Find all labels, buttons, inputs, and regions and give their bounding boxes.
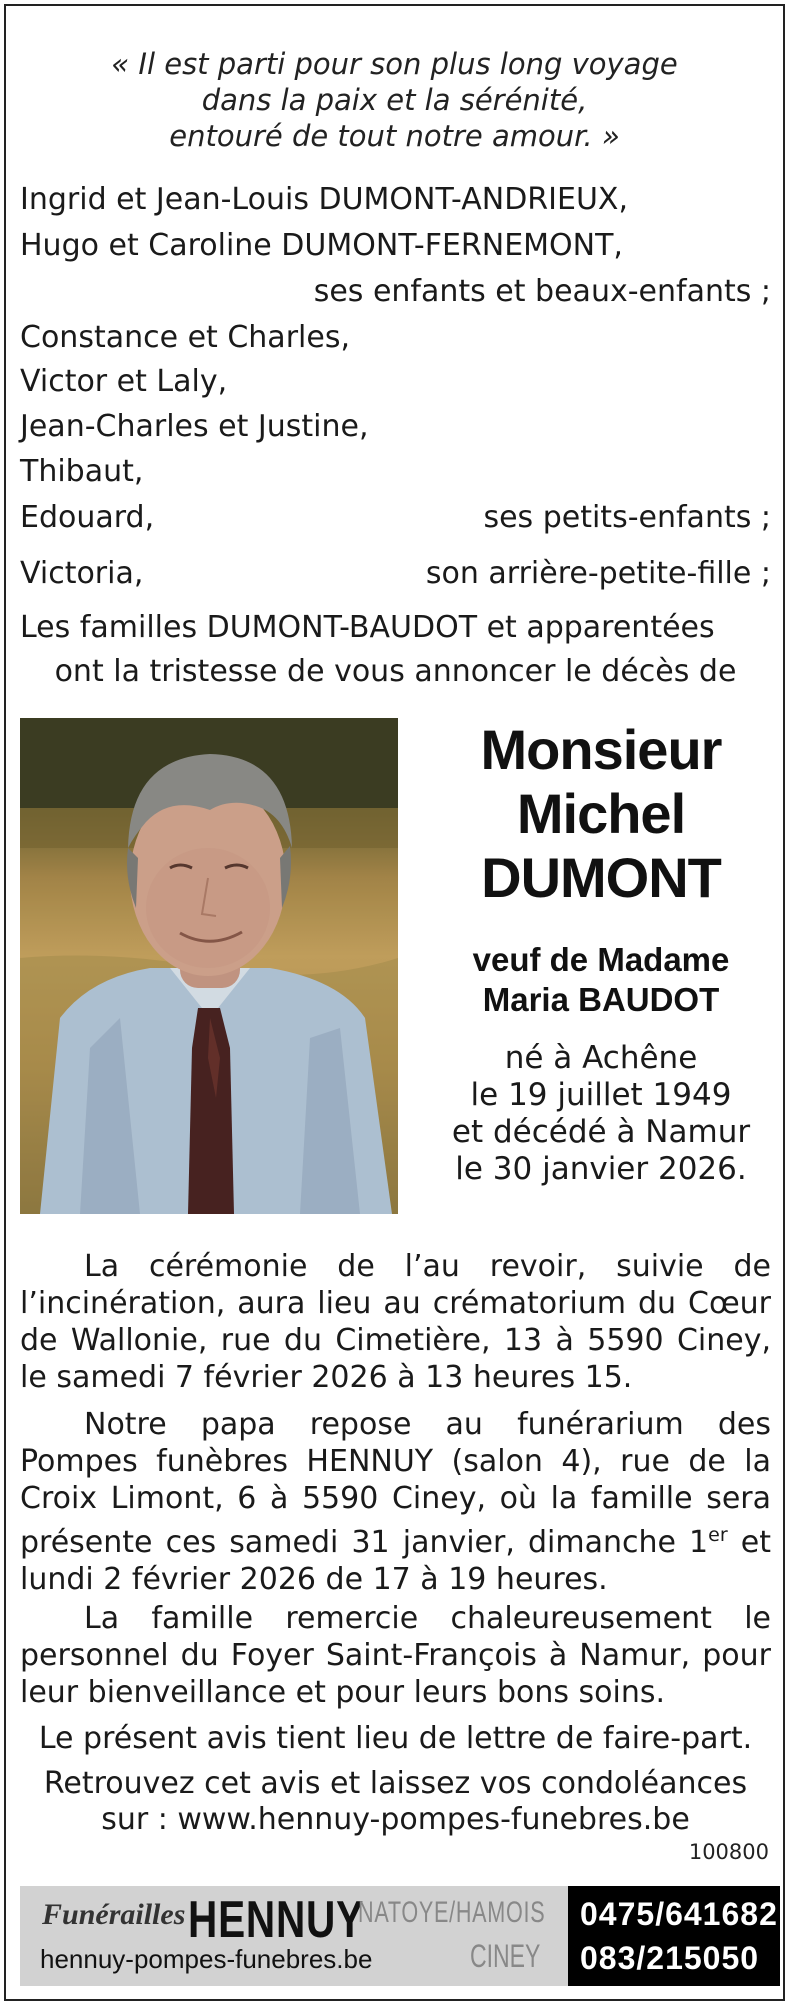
family-line bbox=[20, 500, 771, 535]
banner-location: CINEY bbox=[470, 1938, 541, 1974]
family-role: ses enfants et beaux-enfants ; bbox=[313, 274, 771, 309]
family-role: ses petits-enfants ; bbox=[483, 500, 771, 535]
birth-place: né à Achêne bbox=[504, 1040, 698, 1076]
widow-line: veuf de Madame bbox=[472, 941, 730, 978]
funeral-home-banner bbox=[20, 1886, 780, 1986]
birth-date: le 19 juillet 1949 bbox=[470, 1077, 732, 1113]
notice-line: Le présent avis tient lieu de lettre de faire-part. bbox=[38, 1721, 753, 1756]
deceased-title: Monsieur bbox=[480, 718, 722, 781]
visitation-text: Notre papa repose au funérarium des Pompes funèbres HENNUY (salon 4), rue de la Croix Limont, 6 à 5590 Ciney, où la famille sera présente ces samedi 31 janvier, dimanche 1 bbox=[20, 1407, 771, 1560]
banner-website: hennuy-pompes-funebres.be bbox=[40, 1944, 373, 1974]
thanks-text: La famille remercie chaleureusement le personnel du Foyer Saint-François à Namur, pour leur bienveillance et pour leurs bons soins. bbox=[20, 1601, 771, 1710]
deceased-name-block bbox=[416, 718, 786, 1188]
family-line: Hugo et Caroline DUMONT-FERNEMONT, bbox=[20, 228, 623, 263]
banner-brand-logo: HENNUY bbox=[188, 1891, 364, 1949]
opening-quote bbox=[6, 46, 783, 154]
family-name: Edouard, bbox=[20, 500, 155, 535]
family-line: Ingrid et Jean-Louis DUMONT-ANDRIEUX, bbox=[20, 182, 628, 217]
visitation-text-end: et lundi 2 février 2026 de 17 à 19 heures. bbox=[20, 1525, 771, 1597]
deceased-first-name: Michel bbox=[516, 782, 686, 845]
condolences-line: Retrouvez cet avis et laissez vos condoléances bbox=[43, 1766, 748, 1801]
phone-number: 083/215050 bbox=[580, 1940, 760, 1976]
family-line: Thibaut, bbox=[20, 454, 144, 489]
family-line: Les familles DUMONT-BAUDOT et apparentées bbox=[20, 610, 715, 645]
announcement-line: ont la tristesse de vous annoncer le décès de bbox=[54, 654, 737, 689]
reference-number: 100800 bbox=[688, 1840, 769, 1864]
ceremony-text: La cérémonie de l’au revoir, suivie de l’incinération, aura lieu au crématorium du Cœur de Wallonie, rue du Cimetière, 13 à 5590 Ciney, le samedi 7 février 2026 à 13 heures 15. bbox=[20, 1249, 771, 1395]
family-name: Victoria, bbox=[20, 556, 144, 591]
banner-funerailles: Funérailles bbox=[42, 1898, 186, 1931]
deceased-last-name: DUMONT bbox=[481, 846, 721, 909]
obituary-notice bbox=[4, 4, 785, 2001]
family-line: Jean-Charles et Justine, bbox=[20, 409, 369, 444]
ceremony-paragraph bbox=[20, 1248, 771, 1396]
visitation-paragraph bbox=[20, 1406, 771, 1598]
portrait-illustration bbox=[20, 718, 398, 1214]
widow-line: Maria BAUDOT bbox=[482, 981, 720, 1018]
family-line: Victor et Laly, bbox=[20, 364, 228, 399]
quote-line: entouré de tout notre amour. » bbox=[169, 119, 620, 153]
website-line: sur : www.hennuy-pompes-funebres.be bbox=[101, 1802, 690, 1837]
death-place: et décédé à Namur bbox=[451, 1114, 751, 1150]
deceased-photo bbox=[20, 718, 398, 1214]
thanks-paragraph bbox=[20, 1600, 771, 1711]
phone-number: 0475/641682 bbox=[580, 1896, 778, 1932]
family-role: son arrière-petite-fille ; bbox=[425, 556, 771, 591]
banner-location: NATOYE/HAMOIS bbox=[358, 1896, 546, 1929]
visitation-superscript: er bbox=[708, 1524, 728, 1546]
banner-phones bbox=[568, 1886, 780, 1986]
quote-line: « Il est parti pour son plus long voyage bbox=[111, 47, 678, 81]
quote-line: dans la paix et la sérénité, bbox=[201, 83, 588, 117]
family-line bbox=[20, 556, 771, 591]
family-line: Constance et Charles, bbox=[20, 320, 350, 355]
death-date: le 30 janvier 2026. bbox=[455, 1151, 747, 1187]
